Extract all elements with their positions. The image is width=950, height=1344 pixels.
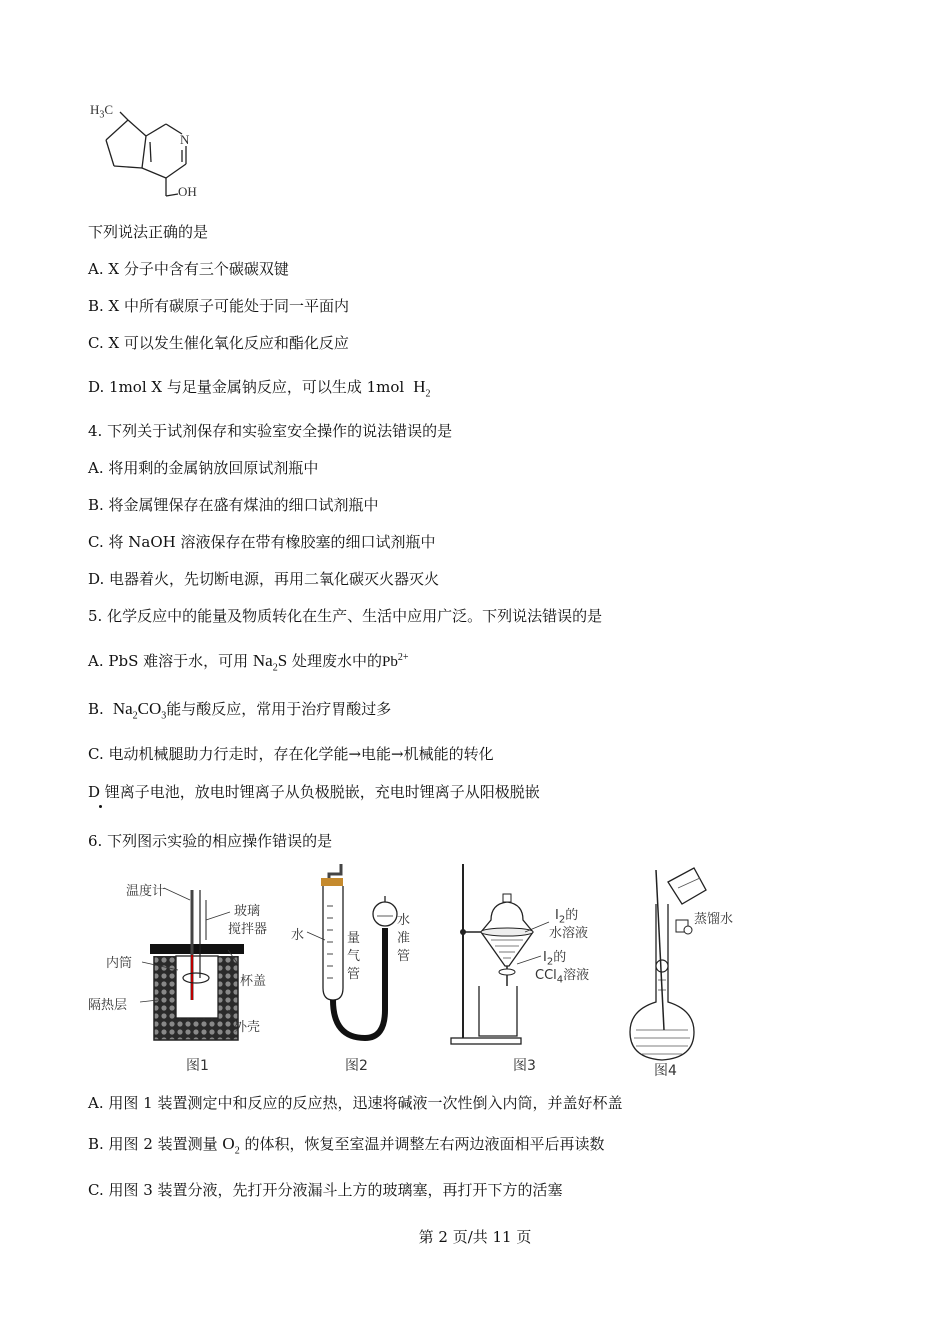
- q4-stem: 4. 下列关于试剂保存和实验室安全操作的说法错误的是: [88, 422, 453, 440]
- nitrogen-label: N: [180, 132, 190, 147]
- label-i2-ccl4-2: CCl$_4$溶液: [535, 968, 590, 986]
- label-i2-water-2: 水溶液: [549, 926, 589, 941]
- q5-option-b-prefix: B.: [88, 700, 104, 718]
- label-gas-tube: 量气管: [347, 931, 361, 982]
- q5-option-b-text: 能与酸反应，常用于治疗胃酸过多: [166, 700, 392, 718]
- q5-formula-na2co3: $Na_2CO_3$: [108, 699, 167, 722]
- label-thermometer: 温度计: [126, 884, 166, 899]
- label-stirrer-2: 搅拌器: [228, 922, 268, 937]
- q6-stem: 6. 下列图示实验的相应操作错误的是: [88, 832, 333, 850]
- q6-option-b: [88, 1134, 605, 1161]
- figure-1-calorimeter: [88, 860, 298, 1075]
- q4-option-c: C. 将 NaOH 溶液保存在带有橡胶塞的细口试剂瓶中: [88, 533, 436, 551]
- methyl-label: $H_3C$: [90, 102, 114, 121]
- label-insulation: 隔热层: [88, 998, 128, 1013]
- label-i2-water-1: $I_2$的: [555, 908, 579, 926]
- q5-formula-pb: $Pb^{2+}$: [381, 652, 409, 670]
- separatory-funnel-drawing: [445, 860, 615, 1075]
- q5-stem: 5. 化学反应中的能量及物质转化在生产、生活中应用广泛。下列说法错误的是: [88, 607, 603, 625]
- label-stirrer-1: 玻璃: [234, 904, 261, 919]
- volumetric-flask-drawing: [620, 860, 780, 1080]
- q3-option-c: C. X 可以发生催化氧化反应和酯化反应: [88, 334, 349, 352]
- label-inner-cup: 内筒: [106, 956, 133, 971]
- q6-option-b-text: 的体积，恢复至室温并调整左右两边液面相平后再读数: [244, 1135, 605, 1153]
- q3-formula-h2: $H_2$: [408, 377, 431, 400]
- q3-option-d-text: D. 1mol X 与足量金属钠反应，可以生成 1mol: [88, 378, 405, 396]
- q5-option-a: [88, 648, 408, 678]
- q5-option-b: [88, 699, 391, 726]
- figure-2-gas-burette: [285, 860, 425, 1075]
- q6-option-a: A. 用图 1 装置测定中和反应的反应热，迅速将碱液一次性倒入内筒，并盖好杯盖: [88, 1094, 623, 1112]
- label-water: 水: [291, 928, 305, 943]
- caption-figure-4: 图4: [654, 1063, 677, 1079]
- structure-x: [88, 98, 218, 208]
- hydroxyl-label: OH: [178, 184, 197, 199]
- q4-option-a: A. 将用剩的金属钠放回原试剂瓶中: [88, 459, 319, 477]
- label-distilled-water: 蒸馏水: [694, 912, 734, 927]
- q5-option-a-mid: 处理废水中的: [291, 652, 382, 670]
- q4-option-d: D. 电器着火，先切断电源，再用二氧化碳灭火器灭火: [88, 570, 440, 588]
- q4-option-b: B. 将金属锂保存在盛有煤油的细口试剂瓶中: [88, 496, 379, 514]
- q3-stem: 下列说法正确的是: [88, 223, 209, 241]
- q3-option-a: A. X 分子中含有三个碳碳双键: [88, 260, 289, 278]
- punctuation-dot: [99, 805, 102, 808]
- q5-option-c: C. 电动机械腿助力行走时，存在化学能→电能→机械能的转化: [88, 745, 494, 763]
- q5-formula-na2s: $Na_2S$: [252, 651, 288, 674]
- q6-formula-o2: $O_2$: [222, 1134, 240, 1157]
- label-level-tube: 水准管: [397, 913, 411, 964]
- q6-option-c: C. 用图 3 装置分液，先打开分液漏斗上方的玻璃塞，再打开下方的活塞: [88, 1181, 563, 1199]
- figure-4-volumetric-flask: [620, 860, 780, 1080]
- label-i2-ccl4-1: $I_2$的: [543, 950, 567, 968]
- caption-figure-1: 图1: [186, 1058, 209, 1074]
- q5-option-a-prefix: A. PbS 难溶于水，可用: [88, 652, 249, 670]
- page-footer: 第 2 页/共 11 页: [418, 1228, 532, 1246]
- label-lid: 杯盖: [240, 974, 267, 989]
- caption-figure-2: 图2: [345, 1058, 368, 1074]
- caption-figure-3: 图3: [513, 1058, 536, 1074]
- q3-option-b: B. X 中所有碳原子可能处于同一平面内: [88, 297, 350, 315]
- q5-option-d: D 锂离子电池，放电时锂离子从负极脱嵌，充电时锂离子从阳极脱嵌: [88, 783, 540, 801]
- label-shell: 外壳: [234, 1020, 261, 1035]
- q3-option-d: [88, 377, 431, 404]
- figure-3-separatory-funnel: [445, 860, 615, 1075]
- q6-option-b-prefix: B. 用图 2 装置测量: [88, 1135, 218, 1153]
